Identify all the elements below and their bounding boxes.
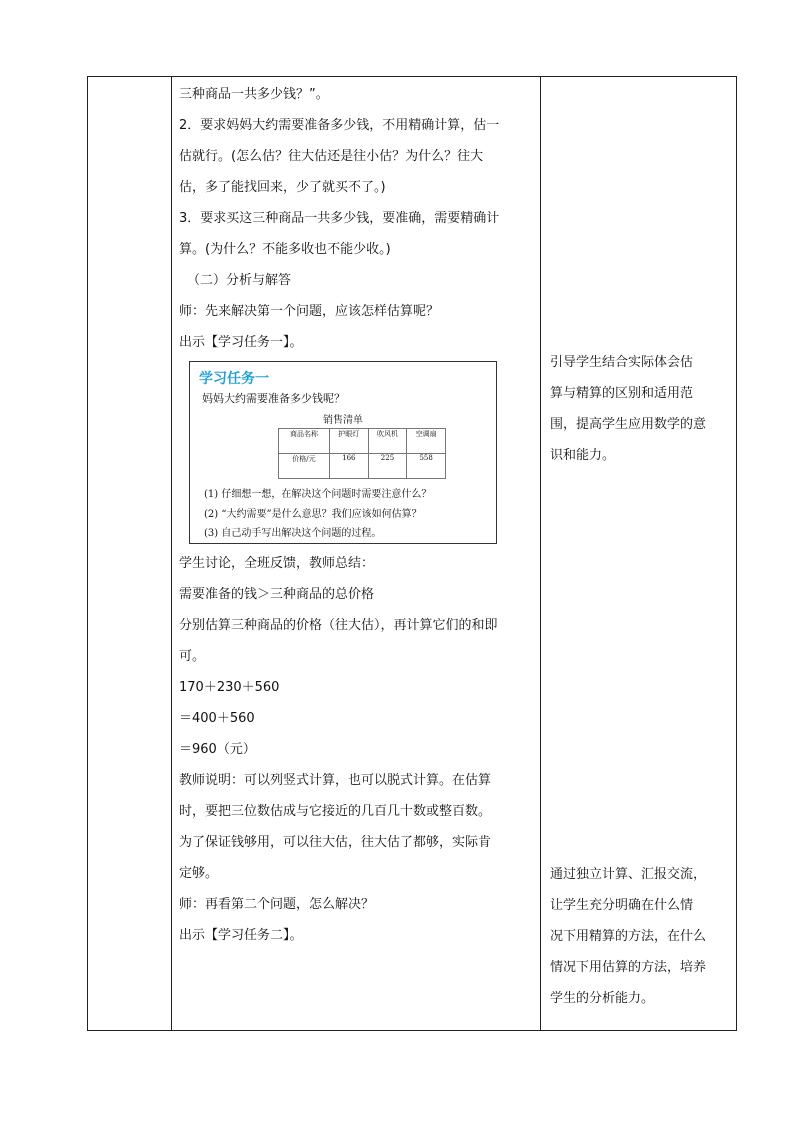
text-line: 教师说明：可以列竖式计算，也可以脱式计算。在估算 (179, 773, 492, 788)
text-line: 围，提高学生应用数学的意 (550, 417, 707, 432)
text-line: 识和能力。 (550, 448, 616, 463)
text-line: 时，要把三位数估成与它接近的几百几十数或整百数。 (179, 804, 492, 819)
text-line: 况下用精算的方法，在什么 (550, 929, 707, 944)
task-item: (2) “大约需要”是什么意思？我们应该如何估算？ (204, 509, 422, 520)
text-line: 师：再看第二个问题，怎么解决？ (179, 897, 375, 912)
right-column-cell (541, 77, 737, 1031)
text-line: 2．要求妈妈大约需要准备多少钱，不用精确计算，估一 (179, 118, 500, 133)
formula-line: ＝400＋560 (179, 711, 255, 726)
table-row (279, 429, 446, 454)
sales-list-table (278, 428, 446, 479)
text-line: 情况下用估算的方法，培养 (550, 960, 707, 975)
task-question: 妈妈大约需要准备多少钱呢？ (202, 392, 345, 405)
left-column-cell (88, 77, 172, 1031)
text-line: 出示【学习任务二】。 (179, 928, 303, 943)
text-line: 出示【学习任务一】。 (179, 335, 303, 350)
table-cell: 护眼灯 (329, 429, 368, 454)
text-line: 估就行。(怎么估？往大估还是往小估？为什么？往大 (179, 149, 484, 164)
learning-task-one-figure (189, 361, 497, 544)
text-line: 让学生充分明确在什么情 (550, 898, 694, 913)
text-line: 算与精算的区别和适用范 (550, 386, 694, 401)
task-item: (3) 自己动手写出解决这个问题的过程。 (204, 528, 382, 539)
table-row (279, 454, 446, 479)
table-cell: 价格/元 (279, 454, 330, 479)
table-cell: 558 (407, 454, 446, 479)
table-cell: 商品名称 (279, 429, 330, 454)
formula-line: ＝960（元） (179, 742, 256, 757)
text-line: 分别估算三种商品的价格（往大估），再计算它们的和即 (179, 618, 498, 633)
text-line: 算。(为什么？不能多收也不能少收。) (179, 242, 391, 257)
design-intent-block-2 (550, 859, 728, 1014)
table-cell: 吹风机 (368, 429, 407, 454)
text-line: 可。 (179, 649, 206, 664)
text-line: 为了保证钱够用，可以往大估，往大估了都够，实际肯 (179, 835, 492, 850)
text-line: 估，多了能找回来，少了就买不了。) (179, 180, 386, 195)
task-title: 学习任务一 (199, 371, 269, 387)
text-line: 三种商品一共多少钱？”。 (179, 87, 329, 102)
text-line: 需要准备的钱＞三种商品的总价格 (179, 587, 375, 602)
design-intent-block-1 (550, 347, 728, 471)
formula-line: 170＋230＋560 (179, 680, 280, 695)
middle-column-cell (172, 77, 541, 1031)
table-cell: 225 (368, 454, 407, 479)
lesson-table (87, 76, 737, 1031)
text-line: 学生的分析能力。 (550, 991, 655, 1006)
table-cell: 166 (329, 454, 368, 479)
text-line: 引导学生结合实际体会估 (550, 355, 694, 370)
text-line: 学生讨论，全班反馈，教师总结： (179, 556, 375, 571)
text-line: 师：先来解决第一个问题，应该怎样估算呢？ (179, 304, 440, 319)
table-cell: 空调扇 (407, 429, 446, 454)
task-item: (1) 仔细想一想，在解决这个问题时需要注意什么？ (204, 489, 432, 500)
text-line: 3．要求买这三种商品一共多少钱，要准确，需要精确计 (179, 211, 500, 226)
section-heading: （二）分析与解答 (187, 273, 292, 288)
sales-list-title: 销售清单 (323, 415, 363, 426)
text-line: 定够。 (179, 866, 219, 881)
text-line: 通过独立计算、汇报交流， (550, 867, 707, 882)
